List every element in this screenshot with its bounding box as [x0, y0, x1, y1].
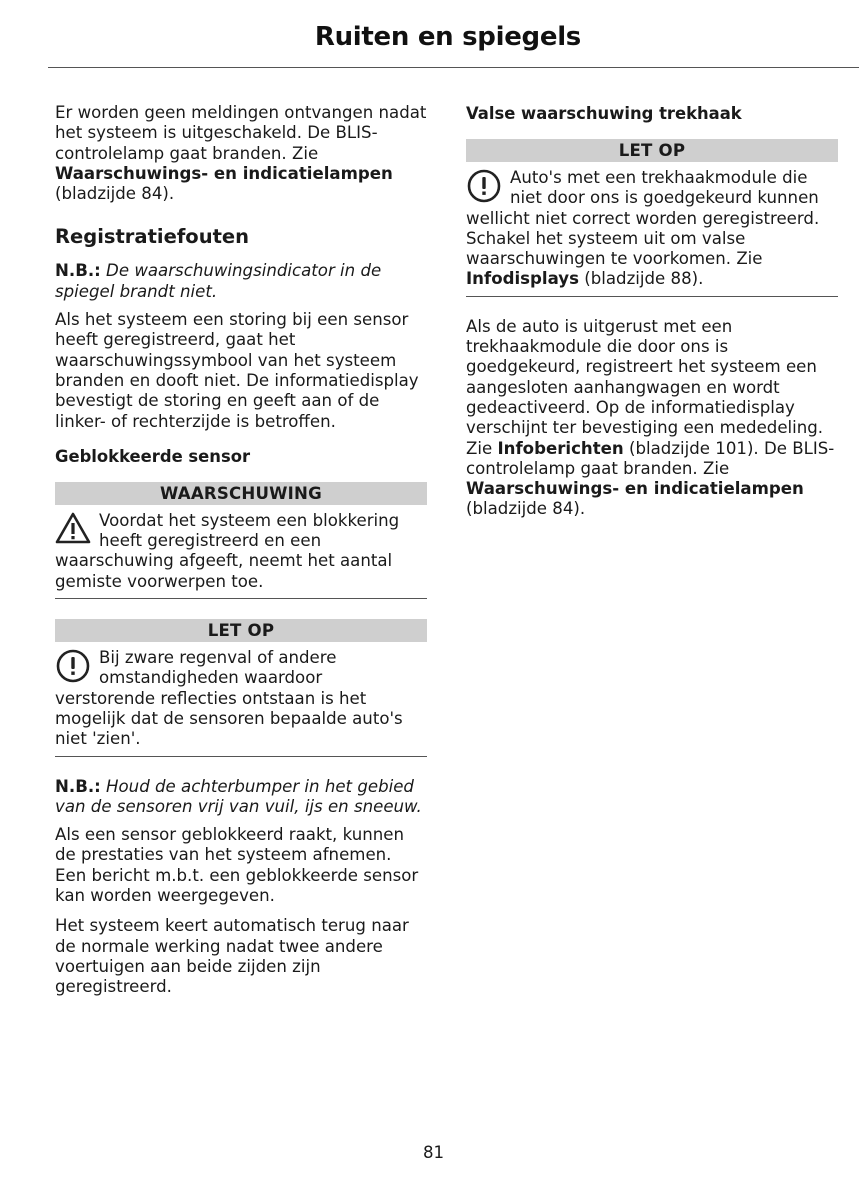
intro-paragraph: Er worden geen meldingen ontvangen nadat het systeem is uitgeschakeld. De BLIS-controlelamp gaat branden. Zie Waarschuwings- en indicatielampen (bladzijde 84).	[55, 103, 427, 204]
caution-exclamation-icon	[466, 168, 502, 204]
body-paragraph: Als het systeem een storing bij een sensor heeft geregistreerd, gaat het waarschuwingssymbool van het systeem branden en dooft niet. De informatiedisplay bevestigt de storing en geeft aan of de linker- of rechterzijde is betroffen.	[55, 310, 419, 431]
body-paragraph: Als een sensor geblokkeerd raakt, kunnen de prestaties van het systeem afnemen. Een bericht m.b.t. een geblokkeerde sensor kan worden weergegeven.	[55, 825, 419, 906]
caution-title: LET OP	[55, 619, 427, 642]
caution-text: Bij zware regenval of andere omstandigheden waardoor verstorende reflecties ontstaan is het mogelijk dat de sensoren bepaalde auto's niet 'zien'.	[55, 648, 403, 749]
cross-reference: Infoberichten	[497, 438, 624, 458]
right-column	[466, 103, 838, 530]
note-paragraph: N.B.: Houd de achterbumper in het gebied van de sensoren vrij van vuil, ijs en sneeuw.	[55, 776, 422, 816]
caution-title: LET OP	[466, 139, 838, 162]
note-paragraph: N.B.: De waarschuwingsindicator in de spiegel brandt niet.	[55, 261, 382, 301]
warning-text: Voordat het systeem een blokkering heeft geregistreerd en een waarschuwing afgeeft, neemt het aantal gemiste voorwerpen toe.	[55, 510, 400, 591]
caution-box	[466, 139, 838, 297]
page-number: 81	[422, 1143, 445, 1162]
body-paragraph: Het systeem keert automatisch terug naar de normale werking nadat twee andere voertuigen aan beide zijden zijn geregistreerd.	[55, 916, 409, 997]
section-heading-registratiefouten: Registratiefouten	[55, 225, 250, 249]
body-paragraph: Als de auto is uitgerust met een trekhaakmodule die door ons is goedgekeurd, registreert het systeem een aangesloten aanhangwagen en wordt gedeactiveerd. Op de informatiedisplay verschijnt ter bevestiging een mededeling. Zie Infoberichten (bladzijde 101). De BLIS-controlelamp gaat branden. Zie Waarschuwings- en indicatielampen (bladzijde 84).	[466, 316, 835, 519]
header-divider	[48, 67, 859, 68]
warning-triangle-icon	[55, 511, 91, 547]
caution-text: Auto's met een trekhaakmodule die niet door ons is goedgekeurd kunnen wellicht niet correct worden geregistreerd. Schakel het systeem uit om valse waarschuwingen te voorkomen. Zie Infodisplays (bladzijde 88).	[466, 168, 820, 289]
warning-title: WAARSCHUWING	[55, 482, 427, 505]
cross-reference: Waarschuwings- en indicatielampen	[55, 163, 393, 183]
caution-box	[55, 619, 427, 756]
caution-exclamation-icon	[55, 648, 91, 684]
cross-reference: Infodisplays	[466, 269, 579, 289]
page-title: Ruiten en spiegels	[314, 22, 581, 52]
warning-box	[55, 482, 427, 599]
subheading-geblokkeerde-sensor: Geblokkeerde sensor	[55, 446, 251, 466]
subheading-valse-waarschuwing: Valse waarschuwing trekhaak	[466, 104, 742, 123]
left-column	[55, 103, 427, 1008]
cross-reference: Waarschuwings- en indicatielampen	[466, 479, 804, 499]
